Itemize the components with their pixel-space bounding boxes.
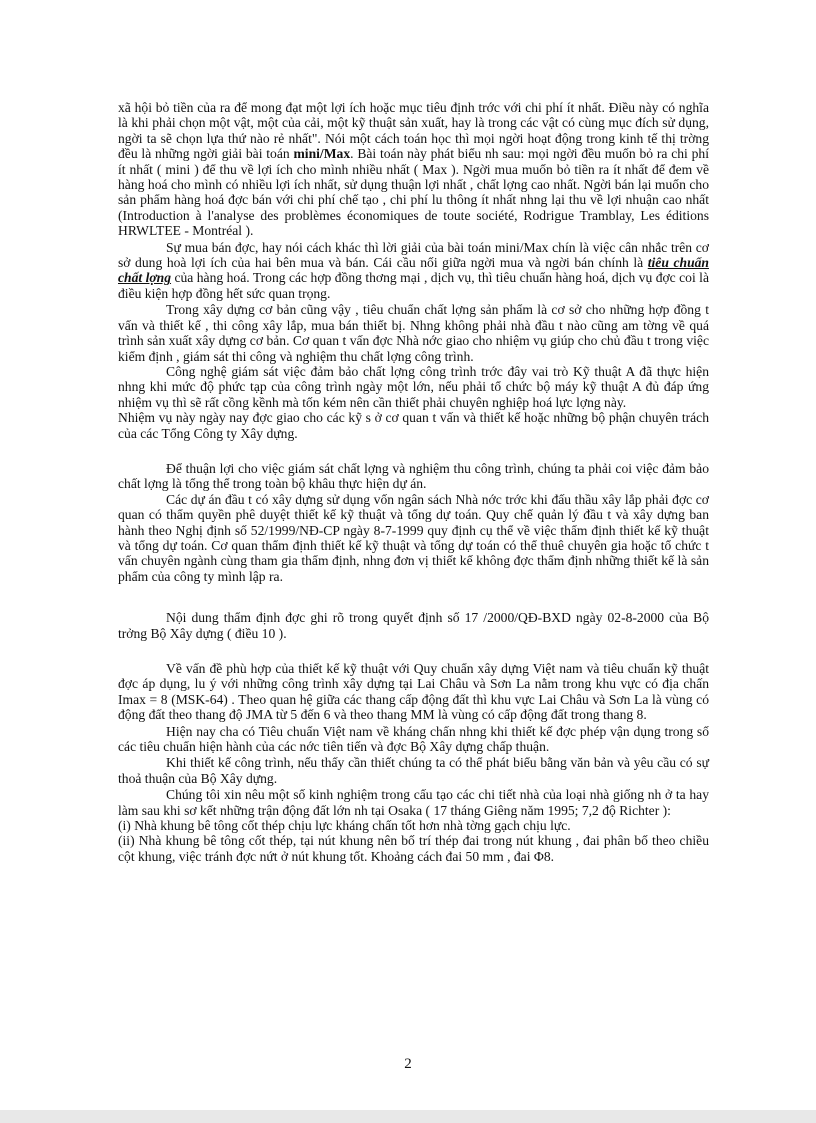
paragraph-experience: Chúng tôi xin nêu một số kinh nghiệm trong cấu tạo các chi tiết nhà của loại nhà giống nh ở ta hay làm sau khi sơ kết những trận động đất lớn nh tại Osaka ( 17 tháng Giêng năm 1995; 7,2 độ Richter ): <box>118 787 709 818</box>
paragraph-seismic: Về vấn đề phù hợp của thiết kế kỹ thuật với Quy chuẩn xây dựng Việt nam và tiêu chuẩn kỹ thuật đợc áp dụng, lu ý với những công trình xây dựng tại Lai Châu và Sơn La nằm trong khu vực có địa chấn Imax = 8 (MSK-64) . Theo quan hệ giữa các thang cấp động đất thì khu vực Lai Châu và Sơn La là vùng có động đất theo thang độ JMA từ 5 đến 6 và theo thang MM là vùng có cấp động đất trong thang 8. <box>118 661 709 723</box>
paragraph-minimax: xã hội bỏ tiền của ra để mong đạt một lợi ích hoặc mục tiêu định trớc với chi phí ít nhất. Điều này có nghĩa là khi phải chọn một vật, một của cải, một kỹ thuật sản xuất, hay là trong các vật có cùng mục đích sử dụng, ngời ta sẽ chọn lựa thứ nào rẻ nhất". Nói một cách toán học thì mọi ngời hoạt động trong kinh tế thị trờng đều là những ngời giải bài toán mini/Max. Bài toán này phát biểu nh sau: mọi ngời đều muốn bỏ ra chi phí ít nhất ( mini ) để thu về lợi ích cho mình nhiều nhất ( Max ). Ngời mua muốn bỏ tiền ra ít nhất để đem về hàng hoá cho mình có nhiều lợi ích nhất, sử dụng thuận lợi nhất , chất lợng cao nhất. Ngời bán lại muốn cho sản phẩm hàng hoá đợc bán với chi phí chế tạo , chi phí lu thông ít nhất nhng lại thu về lợi nhuận cao nhất (Introduction à l'analyse des problèmes économiques de toute société, Rodrigue Tramblay, Les éditions HRWLTEE - Montréal ). <box>118 100 709 239</box>
list-item-ii: (ii) Nhà khung bê tông cốt thép, tại nút khung nên bố trí thép đai trong nút khung , đai phân bố theo chiều cột khung, việc tránh đợc nứt ở nút khung tốt. Khoảng cách đai 50 mm , đai Φ8. <box>118 833 709 864</box>
paragraph-projects: Các dự án đầu t có xây dựng sử dụng vốn ngân sách Nhà nớc trớc khi đấu thầu xây lắp phải đợc cơ quan có thẩm quyền phê duyệt thiết kế kỹ thuật và tổng dự toán. Quy chế quản lý đầu t và xây dựng ban hành theo Nghị định số 52/1999/NĐ-CP ngày 8-7-1999 quy định cụ thể về việc thẩm định thiết kế kỹ thuật và tổng dự toán. Cơ quan thẩm định thiết kế kỹ thuật và tổng dự toán có thể thuê chuyên gia hoặc tổ chức t vấn chuyên ngành cùng tham gia thẩm định, nhng đơn vị thiết kế không đợc thẩm định những thiết kế là sản phẩm của công ty mình lập ra. <box>118 491 709 584</box>
paragraph-task: Nhiệm vụ này ngày nay đợc giao cho các kỹ s ở cơ quan t vấn và thiết kế hoặc những bộ phận chuyên trách của các Tổng Công ty Xây dựng. <box>118 410 709 441</box>
paragraph-appraisal: Nội dung thẩm định đợc ghi rõ trong quyết định số 17 /2000/QĐ-BXD ngày 02-8-2000 của Bộ trởng Bộ Xây dựng ( điều 10 ). <box>118 610 709 641</box>
paragraph-buy-sell: Sự mua bán đợc, hay nói cách khác thì lời giải của bài toán mini/Max chín là việc cân nhắc trên cơ sở dung hoà lợi ích của hai bên mua và bán. Cái cầu nối giữa ngời mua và ngời bán chính là tiêu chuẩn chất lợng của hàng hoá. Trong các hợp đồng thơng mại , dịch vụ, thì tiêu chuẩn hàng hoá, dịch vụ đợc coi là điều kiện hợp đồng hết sức quan trọng. <box>118 239 709 301</box>
paragraph-convenience: Để thuận lợi cho việc giám sát chất lợng và nghiệm thu công trình, chúng ta phải coi việc đảm bảo chất lợng là tổng thể trong toàn bộ khâu thực hiện dự án. <box>118 460 709 492</box>
term-quality-standard: tiêu chuẩn chất lợng <box>118 255 709 286</box>
list-item-i: (i) Nhà khung bê tông cốt thép chịu lực kháng chấn tốt hơn nhà tờng gạch chịu lực. <box>118 818 571 834</box>
paragraph-design: Khi thiết kế công trình, nếu thấy cần thiết chúng ta có thể phát biểu bằng văn bản và yêu cầu có sự thoả thuận của Bộ Xây dựng. <box>118 755 709 786</box>
paragraph-standards: Hiện nay cha có Tiêu chuẩn Việt nam về kháng chấn nhng khi thiết kế đợc phép vận dụng trong số các tiêu chuẩn hiện hành của các nớc tiên tiến và đợc Bộ Xây dựng chấp thuận. <box>118 723 709 755</box>
paragraph-supervision: Công nghệ giám sát việc đảm bảo chất lợng công trình trớc đây vai trò Kỹ thuật A đã thực hiện nhng khi mức độ phức tạp của công trình ngày một lớn, nếu phải tổ chức bộ máy kỹ thuật A đủ đáp ứng nhiệm vụ thì sẽ rất cồng kềnh mà tốn kém nên cần thiết phải chuyên nghiệp hoá lực lợng này. <box>118 363 709 410</box>
page-bottom-edge <box>0 1110 816 1123</box>
paragraph-construction: Trong xây dựng cơ bản cũng vậy , tiêu chuẩn chất lợng sản phẩm là cơ sở cho những hợp đồng t vấn và thiết kế , thi công xây lắp, mua bán thiết bị. Nhng không phải nhà đầu t nào cũng am tờng về quá trình sản xuất xây dựng cơ bản. Cơ quan t vấn đợc Nhà nớc giao cho nhiệm vụ giúp cho chủ đầu t trong việc kiểm định , giám sát thi công và nghiệm thu chất lợng công trình. <box>118 302 709 364</box>
term-minimax: mini/Max <box>293 146 351 162</box>
page-number: 2 <box>404 1056 412 1072</box>
